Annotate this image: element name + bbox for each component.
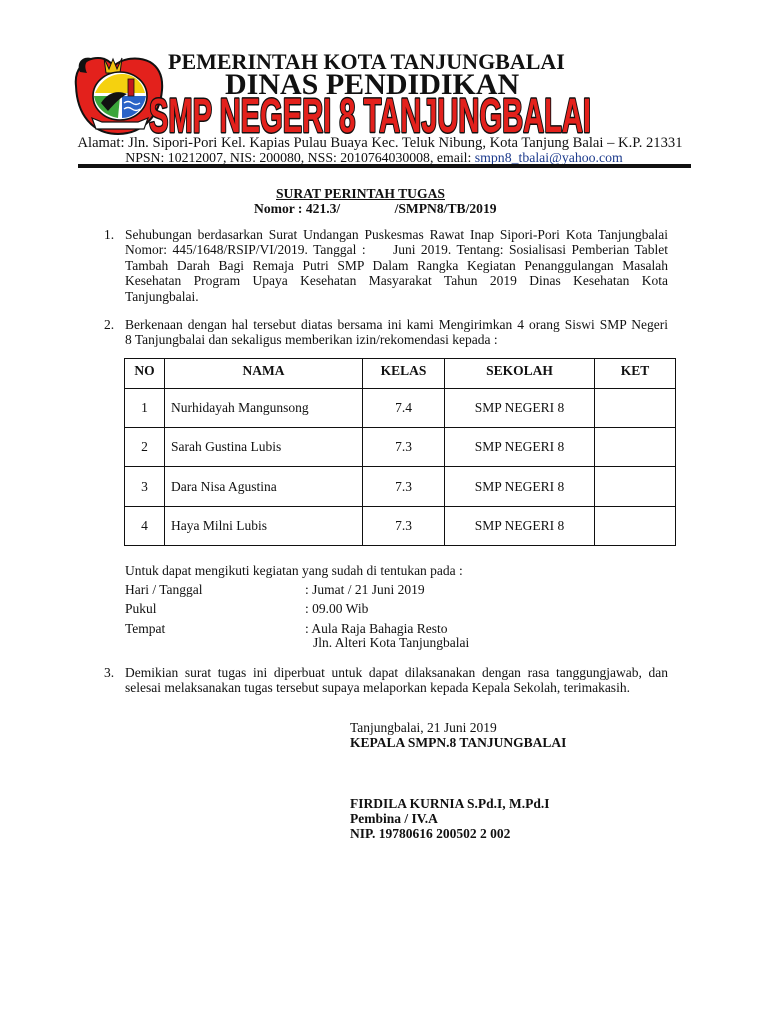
letter-number: Nomor : 421.3/ /SMPN8/TB/2019 <box>254 200 497 216</box>
schedule-intro: Untuk dapat mengikuti kegiatan yang sudah di tentukan pada : <box>125 562 463 578</box>
students-table <box>124 358 676 546</box>
point-2-line: 8 Tanjungbalai dan sekaligus memberikan izin/rekomendasi kepada : <box>125 332 498 347</box>
department-name: DINAS PENDIDIKAN <box>225 68 520 101</box>
schedule-day-label: Hari / Tanggal <box>125 581 203 597</box>
table-cell-kelas: 7.4 <box>363 389 445 428</box>
table-cell-kelas: 7.3 <box>363 428 445 467</box>
table-row <box>125 507 676 546</box>
point-3-line: Demikian surat tugas ini diperbuat untuk dapat dilaksanakan dengan rasa tanggungjawab, dan <box>125 664 668 680</box>
table-header-row <box>125 359 676 389</box>
point-2-line: Berkenaan dengan hal tersebut diatas bersama ini kami Mengirimkan 4 orang Siswi SMP Negeri <box>125 316 668 332</box>
table-header-no: NO <box>125 359 165 389</box>
schedule-place-address: Jln. Alteri Kota Tanjungbalai <box>313 634 470 650</box>
table-cell-no: 4 <box>125 507 165 546</box>
table-cell-sekolah: SMP NEGERI 8 <box>445 467 595 507</box>
school-name-banner <box>146 94 594 138</box>
table-header-nama: NAMA <box>165 359 363 389</box>
email-address: smpn8_tbalai@yahoo.com <box>474 149 623 165</box>
schedule-time-value: : 09.00 Wib <box>305 600 369 616</box>
address-line: Alamat: Jln. Sipori-Pori Kel. Kapias Pulau Buaya Kec. Teluk Nibung, Kota Tanjung Balai – K.P. 21331 <box>77 134 683 151</box>
point-2-marker: 2. <box>104 316 115 332</box>
point-1-line: Sehubungan berdasarkan Surat Undangan Puskesmas Rawat Inap Sipori-Pori Kota Tanjungbalai <box>125 226 668 242</box>
point-1-line: Tanjungbalai. <box>125 288 199 304</box>
table-header-kelas: KELAS <box>363 359 445 389</box>
signature-position: KEPALA SMPN.8 TANJUNGBALAI <box>350 734 567 750</box>
identifiers-text: NPSN: 10212007, NIS: 200080, NSS: 2010764030008, email: <box>125 149 472 165</box>
table-cell-sekolah: SMP NEGERI 8 <box>445 507 595 546</box>
school-name-text: SMP NEGERI 8 TANJUNGBALAI <box>149 94 591 138</box>
table-row <box>125 467 676 507</box>
table-cell-no: 3 <box>125 467 165 507</box>
table-row <box>125 428 676 467</box>
table-cell-nama: Sarah Gustina Lubis <box>165 428 363 467</box>
signature-place-date: Tanjungbalai, 21 Juni 2019 <box>350 719 497 735</box>
table-cell-sekolah: SMP NEGERI 8 <box>445 389 595 428</box>
header-rule <box>78 164 691 168</box>
letter-title: SURAT PERINTAH TUGAS <box>276 185 445 201</box>
schedule-place-label: Tempat <box>125 620 166 636</box>
table-cell-nama: Nurhidayah Mangunsong <box>165 389 363 428</box>
schedule-day-value: : Jumat / 21 Juni 2019 <box>305 581 425 597</box>
table-cell-ket <box>595 428 676 467</box>
table-cell-no: 2 <box>125 428 165 467</box>
signature-name: FIRDILA KURNIA S.Pd.I, M.Pd.I <box>350 795 550 811</box>
table-header-ket: KET <box>595 359 676 389</box>
table-row <box>125 389 676 428</box>
signature-rank: Pembina / IV.A <box>350 810 438 826</box>
table-cell-ket <box>595 507 676 546</box>
point-1-line: Tambah Darah Bagi Remaja Putri SMP Dalam Rangka Kegiatan Penanggulangan Masalah <box>125 257 668 273</box>
table-cell-kelas: 7.3 <box>363 507 445 546</box>
schedule-time-label: Pukul <box>125 600 157 616</box>
table-cell-ket <box>595 467 676 507</box>
table-cell-sekolah: SMP NEGERI 8 <box>445 428 595 467</box>
point-3-line: selesai melaksanakan tugas tersebut supaya melaporkan kepada Kepala Sekolah, terimakasih. <box>125 680 630 695</box>
table-cell-no: 1 <box>125 389 165 428</box>
point-1-line: Kesehatan Program Upaya Kesehatan Masyarakat Tahun 2019 Dinas Kesehatan Kota <box>125 273 668 288</box>
schedule-place-value: : Aula Raja Bahagia Resto <box>305 620 448 636</box>
point-1-marker: 1. <box>104 226 115 242</box>
table-cell-nama: Dara Nisa Agustina <box>165 467 363 507</box>
table-cell-ket <box>595 389 676 428</box>
identifiers-line <box>34 150 714 166</box>
signature-nip: NIP. 19780616 200502 2 002 <box>350 825 511 841</box>
table-header-sekolah: SEKOLAH <box>445 359 595 389</box>
table-cell-nama: Haya Milni Lubis <box>165 507 363 546</box>
logo-emblem-tower <box>128 79 134 96</box>
government-name: PEMERINTAH KOTA TANJUNGBALAI <box>168 49 565 74</box>
table-cell-kelas: 7.3 <box>363 467 445 507</box>
point-1-line: Nomor: 445/1648/RSIP/VI/2019. Tanggal : Juni 2019. Tentang: Sosialisasi Pemberian Tablet <box>125 242 668 257</box>
point-3-marker: 3. <box>104 664 115 680</box>
